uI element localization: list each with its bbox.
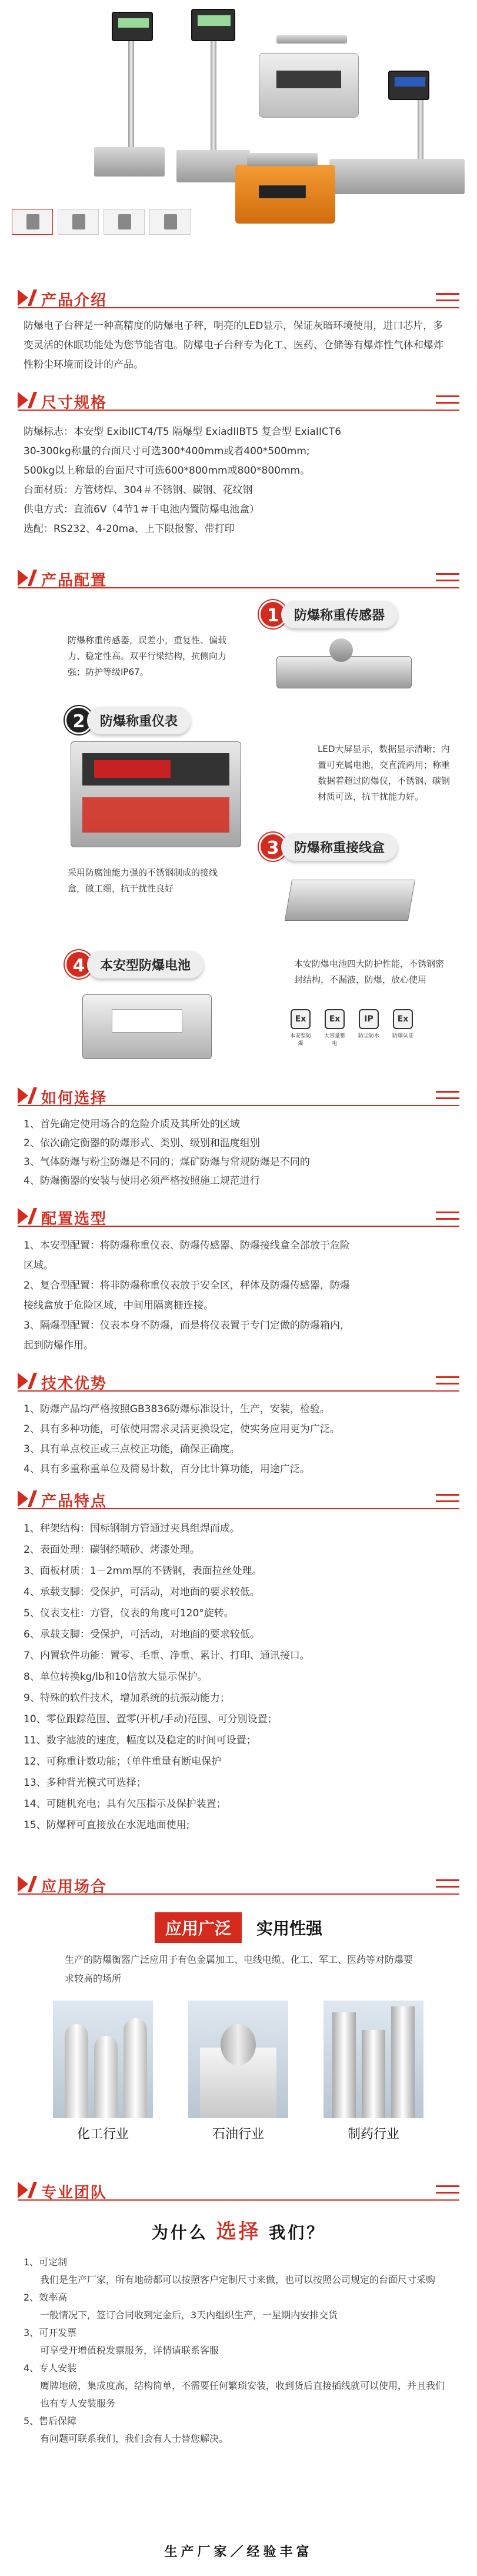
component-desc-2: LED大屏显示，数据显示清晰；内置可充属电池，交直流两用；称重数据着超过防爆仪，不锈钢、碳钢材质可选，抗干扰能力好。 [318,744,451,802]
team-item-body: 一般情况下，签订合同收到定金后，3天内组织生产，一星期内安排交货 [40,2309,338,2321]
howto-item: 1、首先确定使用场合的危险介质及其所处的区域 [24,1119,240,1130]
advantage-item: 1、防爆产品均严格按照GB3836防爆标准设计，生产，安装，检验。 [24,1403,330,1415]
component-number: 4 [65,950,93,979]
application-strong: 实用性强 [256,1919,323,1938]
select-line: 接线盒放于危险区域，中间用隔离栅连接。 [24,1300,214,1312]
industry-petroleum [188,2001,288,2142]
application-text: 生产的防爆衡器广泛应用于有色金属加工、电线电缆、化工、军工、医药等对防爆要求较高的场所 [65,1954,413,1984]
feature-item: 8、单位转换kg/lb和10倍放大显示保护。 [24,1671,208,1683]
spec-line: 30-300kg称量的台面尺寸可选300*400mm或者400*500mm; [24,445,310,457]
section-title: 产品特点 [41,1493,108,1510]
section-title: 产品介绍 [41,292,108,309]
select-line: 1、本安型配置：将防爆称重仪表、防爆传感器、防爆接线盒全部放于危险 [24,1240,350,1252]
footer-slogan: 生产厂家／经验丰富 [164,2545,313,2560]
select-line: 2、复合型配置：将非防爆称重仪表放于安全区，秤体及防爆传感器，防爆 [24,1280,350,1292]
spec-line: 选配：RS232、4-20ma、上下限报警、带打印 [24,523,235,535]
howto-list [24,1115,453,1190]
section-header-advantage [18,1368,459,1392]
industry-label: 石油行业 [212,2127,264,2142]
component-title-2 [65,706,191,734]
feature-item: 2、表面处理：碳钢经喷砂、烤漆处理。 [24,1544,200,1556]
product-image-orange-scale[interactable] [235,153,335,229]
component-desc-4: 本安防爆电池四大防护性能，不锈钢密封结构，不漏液，防爆，放心使用 [294,958,445,985]
component-number: 3 [259,833,287,861]
cert-icon: Ex 大容量蓄电 [322,1009,347,1042]
section-header-select [18,1203,459,1227]
team-item-head: 3、可开发票 [24,2327,77,2338]
cert-icons [288,1009,415,1047]
industry-image [188,2001,288,2118]
feature-item: 14、可随机充电；具有欠压指示及保护装置； [24,1798,226,1810]
thumbnail-strip [12,209,191,235]
why-highlight: 选择 [216,2220,261,2244]
howto-item: 3、气体防爆与粉尘防爆是不同的；煤矿防爆与常规防爆是不同的 [24,1156,310,1168]
section-header-specs [18,387,459,411]
team-list [24,2254,453,2448]
section-header-application [18,1871,459,1895]
advantage-item: 3、具有单点校正或三点校正功能，确保正确度。 [24,1443,240,1455]
cert-icon: Ex 本安型防爆 [288,1009,313,1042]
howto-item: 2、依次确定衡器的防爆形式、类别、级别和温度组别 [24,1137,260,1149]
feature-item: 6、承载支脚：受保护，可活动，对地面的要求较低。 [24,1629,260,1640]
howto-item: 4、防爆衡器的安装与使用必须严格按照施工规范进行 [24,1175,260,1187]
battery-image [82,989,212,1059]
junction-box-image [288,868,423,933]
feature-item: 11、数字滤波的速度，幅度以及稳定的时间可设置； [24,1735,256,1746]
thumbnail[interactable] [58,209,99,235]
product-image-platform-scale[interactable] [88,12,165,200]
component-title-1 [259,600,398,628]
spec-line: 500kg以上称量的台面尺寸可选600*800mm或800*800mm。 [24,465,311,477]
component-name: 本安型防爆电池 [87,951,204,979]
feature-item: 3、面板材质：1－2mm厚的不锈钢，表面拉丝处理。 [24,1565,262,1577]
select-line: 区域。 [24,1260,54,1272]
indicator-image [71,741,241,847]
team-item-body: 有问题可联系我们，我们会有人士替您解决。 [40,2433,229,2444]
industry-label: 化工行业 [76,2127,129,2142]
application-badge: 应用广泛 [155,1912,242,1943]
component-number: 2 [65,706,93,734]
industry-image [323,2001,423,2118]
product-image-stainless-platform[interactable] [329,71,465,200]
feature-item: 7、内置软件功能：置零、毛重、净重、累计、打印、通讯接口。 [24,1650,310,1662]
load-cell-image [276,638,423,703]
select-line: 3、隔爆型配置：仪表本身不防爆，而是将仪表置于专门定做的防爆箱内， [24,1320,350,1332]
component-name: 防爆称重传感器 [281,601,398,628]
team-item-body: 可享受开增值税发票服务，详情请联系客服 [40,2345,219,2356]
section-header-features [18,1486,459,1509]
feature-item: 9、特殊的软件技术，增加系统的抗振动能力； [24,1692,230,1704]
feature-item: 10、零位跟踪范围、置零(开机/手动)范围、可分别设置； [24,1713,278,1725]
features-list [24,1518,453,1836]
section-title: 尺寸规格 [41,394,108,412]
industry-pharma [323,2001,423,2142]
team-item-head: 5、售后保障 [24,2415,77,2427]
section-header-intro [18,285,459,308]
spec-line: 防爆标志：本安型 ExibIICT4/T5 隔爆型 ExiadIIBT5 复合型 ExiaIICT6 [24,426,342,438]
section-title: 配置选型 [41,1210,108,1228]
feature-item: 5、仪表支柱：方管，仪表的角度可120°旋转。 [24,1607,234,1619]
specs-list [24,422,453,539]
cert-icon: Ex 防爆认证 [391,1009,415,1042]
spec-line: 供电方式：直流6V（4节1＃干电池内置防爆电池盒） [24,504,260,515]
section-title: 如何选择 [41,1090,108,1107]
cert-icon: IP 防尘防水 [356,1009,381,1042]
thumbnail[interactable] [12,209,53,235]
section-title: 专业团队 [41,2184,108,2202]
why-choose-us: 为什么 选择 我们？ [151,2220,326,2244]
thumbnail[interactable] [104,209,145,235]
component-name: 防爆称重仪表 [87,707,191,734]
industry-image [53,2001,153,2118]
component-desc-1: 防爆称重传感器，误差小，重复性、偏载力、稳定性高。双平行梁结构，抗侧向力强；防护等级IP67。 [68,635,227,677]
component-number: 1 [259,600,287,628]
section-title: 产品配置 [41,572,108,590]
component-name: 防爆称重接线盒 [281,833,398,861]
component-title-3 [259,833,398,861]
advantage-item: 2、具有多种功能，可依使用需求灵活更换设定，使实务应用更为广泛。 [24,1423,340,1435]
application-banner [0,1912,477,1943]
team-item-body: 我们是生产厂家，所有地磅都可以按照客户定制尺寸来做，也可以按照公司规定的台面尺寸采购 [40,2274,436,2285]
section-header-config [18,565,459,588]
section-title: 应用场合 [41,1878,108,1896]
feature-item: 12、可称重计数功能；（单件重量有断电保护 [24,1756,222,1768]
component-title-4 [65,950,204,979]
spec-line: 台面材质：方管烤焊、304＃不锈钢、碳钢、花纹钢 [24,484,253,496]
feature-item: 4、承载支脚：受保护，可活动，对地面的要求较低。 [24,1586,260,1598]
select-list [24,1236,453,1356]
product-gallery [0,0,477,235]
team-item-body: 鹰牌地磅，集成度高，结构简单，不需要任何繁琐安装，收到货后直接插线就可以使用，并且我们也有专人安装服务 [40,2380,445,2409]
advantage-item: 4、具有多重称重单位及简易计数，百分比计算功能，用途广泛。 [24,1463,310,1475]
section-title: 技术优势 [41,1375,108,1393]
feature-item: 15、防爆秤可直接放在水泥地面使用; [24,1819,190,1831]
team-item-head: 1、可定制 [24,2257,68,2268]
component-desc-3: 采用防腐蚀能力强的不锈钢制成的接线盒，做工细，抗干扰性良好 [68,867,218,894]
section-header-team [18,2177,459,2201]
team-item-head: 2、效率高 [24,2292,68,2303]
industry-chemical [53,2001,153,2142]
select-line: 起到防爆作用。 [24,1340,94,1352]
industry-label: 制药行业 [347,2127,399,2142]
feature-item: 13、多种背光模式可选择； [24,1777,146,1789]
team-item-head: 4、专人安装 [24,2362,77,2374]
advantage-list [24,1399,453,1479]
feature-item: 1、秤架结构：国标钢制方管通过夹具组焊而成。 [24,1523,240,1535]
intro-text: 防爆电子台秤是一种高精度的防爆电子秤，明亮的LED显示，保证灰暗环境使用，进口芯片，多变灵活的休眠功能处为您节能省电。防爆电子台秤专为化工、医药、仓储等有爆炸性气体和爆炸性粉尘环境而设计的产品。 [24,320,443,371]
section-header-howto [18,1083,459,1106]
thumbnail[interactable] [149,209,191,235]
